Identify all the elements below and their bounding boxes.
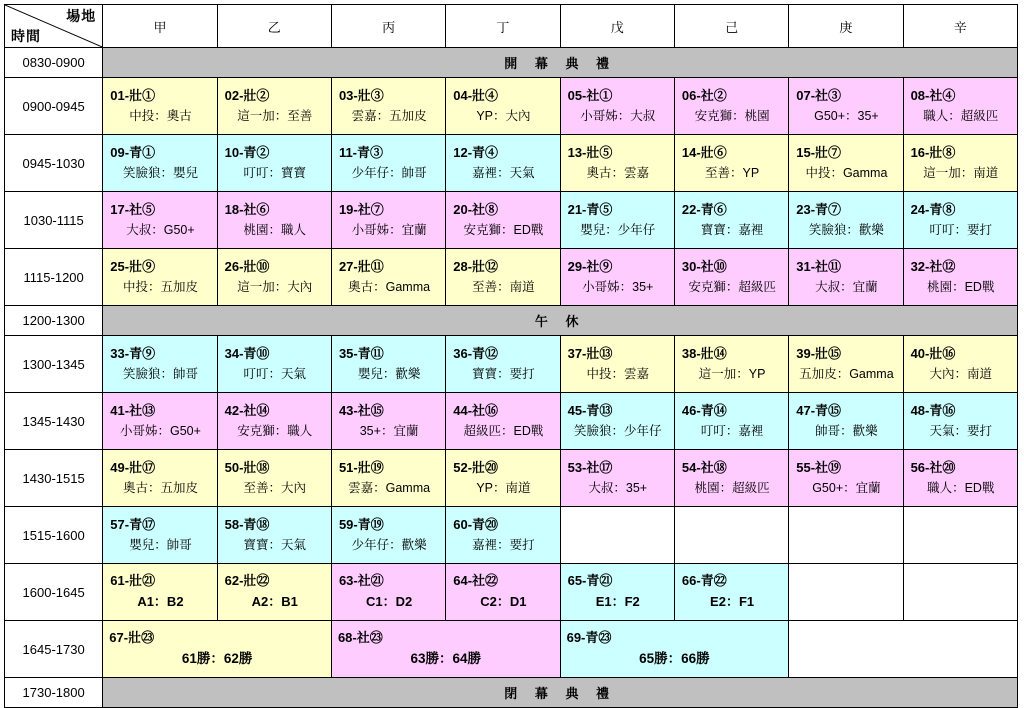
match-teams: 嬰兒：歡樂 (357, 367, 421, 381)
match-teams: 桃園：職人 (243, 223, 307, 237)
match-teams: 安克獅：職人 (237, 424, 313, 438)
match-cell (903, 78, 1017, 135)
match-teams: 小哥姊：35+ (582, 280, 654, 294)
time-label: 0945-1030 (5, 135, 103, 192)
corner-header-cell (5, 5, 103, 48)
match-cell (331, 192, 445, 249)
match-teams: 至善：大內 (243, 481, 307, 495)
match-code: 39-壯⑮ (796, 345, 842, 361)
match-code: 52-壯⑳ (453, 459, 499, 475)
match-code: 33-青⑨ (110, 345, 156, 361)
venue-header-4: 丁 (446, 5, 560, 48)
match-code: 64-社㉒ (453, 573, 499, 589)
empty-slot (789, 507, 903, 564)
match-code: 59-青⑲ (338, 516, 384, 532)
empty-slot (560, 507, 674, 564)
match-teams: 天氣：要打 (929, 424, 993, 438)
venue-header-8: 辛 (903, 5, 1017, 48)
match-teams: 63勝：64勝 (410, 651, 482, 667)
match-cell (674, 78, 788, 135)
match-teams: 奧古：Gamma (348, 280, 431, 294)
match-teams: 帥哥：歡樂 (815, 424, 878, 438)
time-label: 1030-1115 (5, 192, 103, 249)
match-cell (446, 450, 560, 507)
match-teams: 奧古：五加皮 (122, 481, 198, 495)
match-cell (217, 393, 331, 450)
match-teams: 叮叮：天氣 (243, 367, 307, 381)
match-code: 25-壯⑨ (110, 258, 156, 274)
match-cell (674, 393, 788, 450)
match-code: 02-壯② (224, 87, 270, 103)
time-label-opening: 0830-0900 (5, 48, 103, 78)
match-teams: 安克獅：超級匹 (688, 280, 776, 294)
match-cell (103, 78, 217, 135)
match-teams: 叮叮：寶寶 (243, 166, 307, 180)
match-code: 16-壯⑧ (910, 144, 956, 160)
match-cell (446, 78, 560, 135)
table-header-row (5, 5, 1018, 48)
match-code: 28-壯⑫ (453, 258, 499, 274)
match-cell (217, 450, 331, 507)
time-label: 1115-1200 (5, 249, 103, 306)
match-cell (446, 192, 560, 249)
lunch-row (5, 306, 1018, 336)
match-code: 32-社⑫ (910, 258, 956, 274)
match-teams: 大內：南道 (929, 367, 993, 381)
match-cell (903, 135, 1017, 192)
match-teams: 嬰兒：帥哥 (129, 538, 192, 552)
venue-header-1: 甲 (103, 5, 217, 48)
match-code: 56-社⑳ (910, 459, 956, 475)
match-teams: G50+：35+ (814, 109, 879, 123)
empty-slot (789, 564, 903, 621)
final-schedule-row (5, 621, 1018, 678)
schedule-row (5, 78, 1018, 135)
lunch-banner: 午 休 (103, 306, 1018, 336)
time-label: 1300-1345 (5, 336, 103, 393)
match-code: 08-社④ (910, 87, 956, 103)
match-code: 47-青⑮ (796, 402, 842, 418)
match-cell (903, 393, 1017, 450)
match-cell (560, 336, 674, 393)
schedule-row (5, 135, 1018, 192)
match-teams: 安克獅：桃園 (694, 109, 770, 123)
match-code: 66-青㉒ (681, 573, 727, 589)
match-cell (560, 135, 674, 192)
match-cell (903, 192, 1017, 249)
match-code: 42-社⑭ (224, 402, 270, 418)
match-teams: 超級匹：ED戰 (463, 424, 544, 438)
time-label: 1600-1645 (5, 564, 103, 621)
match-teams: 笑臉狼：少年仔 (574, 424, 662, 438)
match-code: 14-壯⑥ (681, 144, 727, 160)
match-teams: A1：B2 (137, 593, 184, 609)
match-teams: 大叔：宜蘭 (815, 280, 878, 294)
time-label: 1515-1600 (5, 507, 103, 564)
match-code: 31-社⑪ (796, 258, 842, 274)
match-cell (103, 192, 217, 249)
match-teams: 安克獅：ED戰 (463, 223, 544, 237)
match-code: 40-壯⑯ (910, 345, 956, 361)
schedule-row (5, 249, 1018, 306)
match-cell (103, 450, 217, 507)
match-cell (103, 249, 217, 306)
schedule-row (5, 393, 1018, 450)
match-teams: 小哥姊：大叔 (580, 109, 656, 123)
time-label: 1345-1430 (5, 393, 103, 450)
match-cell (331, 450, 445, 507)
match-cell (903, 249, 1017, 306)
match-cell (560, 564, 674, 621)
match-cell (331, 249, 445, 306)
match-cell (560, 192, 674, 249)
match-teams: YP：南道 (476, 481, 531, 495)
match-code: 67-壯㉓ (109, 630, 155, 646)
match-teams: 桃園：ED戰 (927, 280, 995, 294)
match-teams: 大叔：G50+ (126, 223, 195, 237)
match-code: 07-社③ (796, 87, 842, 103)
match-teams: 中投：雲嘉 (586, 367, 650, 381)
match-teams: E1：F2 (595, 593, 640, 609)
time-label-closing: 1730-1800 (5, 678, 103, 708)
match-code: 21-青⑤ (567, 201, 613, 217)
final-match-cell (560, 621, 789, 678)
empty-slot (903, 507, 1017, 564)
match-code: 48-青⑯ (910, 402, 956, 418)
match-cell (789, 393, 903, 450)
match-teams: 這一加：大內 (237, 280, 313, 294)
match-cell (331, 393, 445, 450)
match-cell (446, 249, 560, 306)
match-code: 49-壯⑰ (110, 459, 156, 475)
match-code: 44-社⑯ (453, 402, 499, 418)
match-cell (217, 135, 331, 192)
match-cell (103, 336, 217, 393)
match-code: 12-青④ (453, 144, 499, 160)
match-teams: 奧古：雲嘉 (586, 166, 650, 180)
schedule-table (4, 4, 1018, 708)
match-teams: 寶寶：要打 (472, 367, 535, 381)
match-code: 55-社⑲ (796, 459, 842, 475)
match-teams: 嬰兒：少年仔 (580, 223, 656, 237)
match-code: 18-社⑥ (224, 201, 270, 217)
match-teams: 中投：奧古 (129, 109, 192, 123)
match-teams: YP：大內 (476, 109, 531, 123)
match-cell (560, 249, 674, 306)
match-cell (789, 336, 903, 393)
match-code: 11-青③ (338, 144, 384, 160)
time-label: 1645-1730 (5, 621, 103, 678)
match-teams: 叮叮：嘉裡 (700, 424, 764, 438)
time-label: 1430-1515 (5, 450, 103, 507)
match-code: 43-社⑮ (338, 402, 384, 418)
match-code: 46-青⑭ (681, 402, 727, 418)
match-cell (103, 135, 217, 192)
empty-slot (674, 507, 788, 564)
match-cell (217, 78, 331, 135)
match-teams: 笑臉狼：嬰兒 (122, 166, 198, 180)
match-cell (103, 393, 217, 450)
match-cell (674, 192, 788, 249)
match-teams: 嘉裡：天氣 (472, 166, 535, 180)
match-code: 15-壯⑦ (796, 144, 842, 160)
match-teams: 61勝：62勝 (181, 651, 253, 667)
match-cell (674, 336, 788, 393)
match-code: 03-壯③ (338, 87, 384, 103)
match-teams: 中投：Gamma (805, 166, 888, 180)
match-teams: 叮叮：要打 (929, 223, 993, 237)
schedule-row (5, 450, 1018, 507)
match-teams: 雲嘉：Gamma (348, 481, 431, 495)
match-code: 41-社⑬ (110, 402, 156, 418)
closing-banner: 閉 幕 典 禮 (103, 678, 1018, 708)
match-code: 01-壯① (110, 87, 156, 103)
match-cell (446, 507, 560, 564)
match-teams: 少年仔：歡樂 (351, 538, 427, 552)
match-code: 27-壯⑪ (338, 258, 384, 274)
match-cell (903, 450, 1017, 507)
match-teams: 這一加：YP (698, 367, 766, 381)
match-teams: E2：F1 (710, 593, 755, 609)
match-code: 19-社⑦ (338, 201, 384, 217)
match-cell (331, 78, 445, 135)
closing-row (5, 678, 1018, 708)
match-code: 65-青㉑ (567, 573, 613, 589)
venue-header-7: 庚 (789, 5, 903, 48)
time-axis-label: 時間 (11, 28, 41, 44)
schedule-row (5, 336, 1018, 393)
match-teams: 中投：五加皮 (122, 280, 198, 294)
match-code: 38-壯⑭ (681, 345, 727, 361)
match-cell (446, 135, 560, 192)
match-teams: 嘉裡：要打 (472, 538, 535, 552)
match-cell (446, 564, 560, 621)
match-cell (446, 336, 560, 393)
final-match-cell (331, 621, 560, 678)
match-teams: 雲嘉：五加皮 (351, 109, 427, 123)
match-cell (674, 450, 788, 507)
match-cell (217, 249, 331, 306)
match-teams: C2：D1 (480, 593, 527, 609)
match-teams: G50+：宜蘭 (812, 481, 881, 495)
match-teams: A2：B1 (251, 593, 298, 609)
venue-header-3: 丙 (331, 5, 445, 48)
match-code: 04-壯④ (453, 87, 499, 103)
match-cell (217, 336, 331, 393)
match-cell (331, 564, 445, 621)
match-cell (331, 336, 445, 393)
match-code: 37-壯⑬ (567, 345, 613, 361)
match-teams: C1：D2 (365, 593, 413, 609)
match-cell (674, 135, 788, 192)
match-teams: 小哥姊：宜蘭 (351, 223, 427, 237)
match-teams: 笑臉狼：帥哥 (122, 367, 198, 381)
match-code: 35-青⑪ (338, 345, 384, 361)
match-cell (789, 450, 903, 507)
match-cell (217, 564, 331, 621)
match-code: 36-青⑫ (453, 345, 499, 361)
match-code: 61-壯㉑ (110, 573, 156, 589)
final-match-cell (103, 621, 332, 678)
match-teams: 少年仔：帥哥 (351, 166, 427, 180)
match-code: 06-社② (681, 87, 727, 103)
opening-ceremony-row (5, 48, 1018, 78)
match-code: 58-青⑱ (224, 516, 270, 532)
match-cell (560, 393, 674, 450)
match-teams: 小哥姊：G50+ (119, 424, 201, 438)
match-cell (103, 507, 217, 564)
match-cell (789, 249, 903, 306)
match-code: 30-社⑩ (681, 258, 727, 274)
match-code: 53-社⑰ (567, 459, 613, 475)
match-code: 05-社① (567, 87, 613, 103)
match-cell (103, 564, 217, 621)
match-cell (446, 393, 560, 450)
time-label: 0900-0945 (5, 78, 103, 135)
match-teams: 這一加：南道 (923, 166, 999, 180)
match-teams: 35+：宜蘭 (359, 424, 419, 438)
match-teams: 寶寶：嘉裡 (700, 223, 764, 237)
match-code: 13-壯⑤ (567, 144, 613, 160)
match-code: 23-青⑦ (796, 201, 842, 217)
match-code: 26-壯⑩ (224, 258, 270, 274)
match-cell (674, 249, 788, 306)
match-cell (789, 192, 903, 249)
match-cell (217, 507, 331, 564)
match-cell (331, 135, 445, 192)
match-teams: 至善：YP (704, 166, 760, 180)
match-teams: 大叔：35+ (588, 481, 648, 495)
venue-header-5: 戊 (560, 5, 674, 48)
venue-header-2: 乙 (217, 5, 331, 48)
match-teams: 這一加：至善 (237, 109, 313, 123)
venue-axis-label: 場地 (66, 8, 97, 24)
match-code: 69-青㉓ (566, 630, 612, 646)
match-cell (217, 192, 331, 249)
match-code: 63-社㉑ (338, 573, 384, 589)
match-code: 51-壯⑲ (338, 459, 384, 475)
match-cell (674, 564, 788, 621)
match-code: 34-青⑩ (224, 345, 270, 361)
match-code: 62-壯㉒ (224, 573, 270, 589)
match-cell (331, 507, 445, 564)
schedule-row (5, 507, 1018, 564)
match-cell (789, 135, 903, 192)
match-code: 45-青⑬ (567, 402, 613, 418)
empty-slot (903, 564, 1017, 621)
match-code: 17-社⑤ (110, 201, 156, 217)
match-code: 54-社⑱ (681, 459, 727, 475)
match-code: 10-青② (224, 144, 270, 160)
match-cell (789, 78, 903, 135)
schedule-row (5, 564, 1018, 621)
match-code: 50-壯⑱ (224, 459, 270, 475)
match-teams: 笑臉狼：歡樂 (808, 223, 884, 237)
match-code: 22-青⑥ (681, 201, 727, 217)
match-code: 60-青⑳ (453, 516, 499, 532)
match-code: 29-社⑨ (567, 258, 613, 274)
opening-ceremony-banner: 開 幕 典 禮 (103, 48, 1018, 78)
match-teams: 寶寶：天氣 (243, 538, 307, 552)
venue-header-6: 己 (674, 5, 788, 48)
match-code: 24-青⑧ (910, 201, 956, 217)
match-teams: 五加皮：Gamma (799, 367, 894, 381)
match-code: 09-青① (110, 144, 156, 160)
match-code: 20-社⑧ (453, 201, 499, 217)
match-teams: 65勝：66勝 (639, 651, 710, 667)
match-code: 57-青⑰ (110, 516, 156, 532)
match-teams: 職人：超級匹 (923, 109, 999, 123)
time-label-lunch: 1200-1300 (5, 306, 103, 336)
schedule-row (5, 192, 1018, 249)
match-code: 68-社㉓ (337, 630, 383, 646)
match-teams: 至善：南道 (472, 280, 535, 294)
match-teams: 桃園：超級匹 (694, 481, 770, 495)
match-cell (560, 78, 674, 135)
match-cell (903, 336, 1017, 393)
match-teams: 職人：ED戰 (927, 481, 995, 495)
match-cell (560, 450, 674, 507)
schedule-sheet (0, 4, 1024, 701)
empty-slot (789, 621, 1018, 678)
